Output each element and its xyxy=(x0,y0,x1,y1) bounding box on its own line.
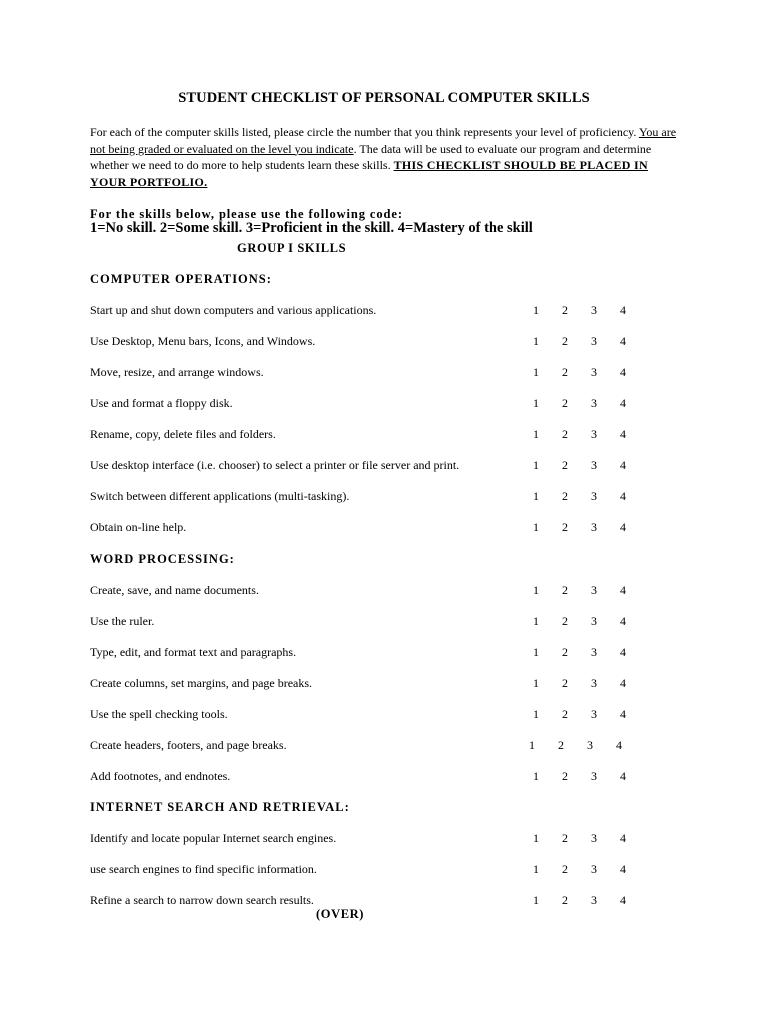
rating-option-4[interactable]: 4 xyxy=(620,831,626,845)
rating-option-3[interactable]: 3 xyxy=(591,676,597,690)
rating-option-4[interactable]: 4 xyxy=(620,396,626,410)
skill-label: Switch between different applications (multi-tasking). xyxy=(90,489,350,503)
rating-option-3[interactable]: 3 xyxy=(591,645,597,659)
rating-option-1[interactable]: 1 xyxy=(533,334,539,348)
skill-label: Use the ruler. xyxy=(90,614,155,628)
rating-option-2[interactable]: 2 xyxy=(562,458,568,472)
rating-option-2[interactable]: 2 xyxy=(558,738,564,752)
skill-label: Create columns, set margins, and page breaks. xyxy=(90,676,313,690)
skill-label: Obtain on-line help. xyxy=(90,520,187,534)
rating-option-4[interactable]: 4 xyxy=(620,458,626,472)
rating-option-4[interactable]: 4 xyxy=(620,707,626,721)
rating-option-1[interactable]: 1 xyxy=(533,396,539,410)
rating-option-2[interactable]: 2 xyxy=(562,769,568,783)
rating-option-1[interactable]: 1 xyxy=(533,303,539,317)
code-intro: For the skills below, please use the following code: xyxy=(90,207,403,221)
rating-option-2[interactable]: 2 xyxy=(562,427,568,441)
section-heading: COMPUTER OPERATIONS: xyxy=(90,272,272,286)
skill-label: Use and format a floppy disk. xyxy=(90,396,233,410)
rating-option-1[interactable]: 1 xyxy=(529,738,535,752)
rating-option-1[interactable]: 1 xyxy=(533,583,539,597)
skill-label: Move, resize, and arrange windows. xyxy=(90,365,264,379)
page-title: STUDENT CHECKLIST OF PERSONAL COMPUTER SKILLS xyxy=(178,90,590,106)
rating-option-1[interactable]: 1 xyxy=(533,365,539,379)
skill-label: Create, save, and name documents. xyxy=(90,583,259,597)
rating-option-4[interactable]: 4 xyxy=(620,520,626,534)
rating-option-1[interactable]: 1 xyxy=(533,769,539,783)
rating-option-3[interactable]: 3 xyxy=(591,334,597,348)
rating-option-3[interactable]: 3 xyxy=(591,427,597,441)
rating-option-1[interactable]: 1 xyxy=(533,707,539,721)
rating-option-2[interactable]: 2 xyxy=(562,676,568,690)
rating-option-3[interactable]: 3 xyxy=(587,738,593,752)
rating-option-1[interactable]: 1 xyxy=(533,893,539,907)
section-heading: INTERNET SEARCH AND RETRIEVAL: xyxy=(90,800,350,814)
rating-option-3[interactable]: 3 xyxy=(591,583,597,597)
rating-option-2[interactable]: 2 xyxy=(562,707,568,721)
rating-option-4[interactable]: 4 xyxy=(620,862,626,876)
skill-label: Rename, copy, delete files and folders. xyxy=(90,427,276,441)
rating-option-1[interactable]: 1 xyxy=(533,645,539,659)
rating-scale xyxy=(533,396,643,411)
rating-option-2[interactable]: 2 xyxy=(562,893,568,907)
rating-option-2[interactable]: 2 xyxy=(562,396,568,410)
rating-option-3[interactable]: 3 xyxy=(591,303,597,317)
instructions-text: For each of the computer skills listed, please circle the number that you think represents your level of proficiency. xyxy=(90,125,637,139)
rating-option-3[interactable]: 3 xyxy=(591,707,597,721)
rating-option-2[interactable]: 2 xyxy=(562,303,568,317)
rating-option-2[interactable]: 2 xyxy=(562,520,568,534)
rating-scale xyxy=(533,303,643,318)
skill-label: Identify and locate popular Internet search engines. xyxy=(90,831,337,845)
section-heading: WORD PROCESSING: xyxy=(90,552,235,566)
rating-option-4[interactable]: 4 xyxy=(620,614,626,628)
skill-label: use search engines to find specific information. xyxy=(90,862,317,876)
rating-option-2[interactable]: 2 xyxy=(562,489,568,503)
skill-label: Create headers, footers, and page breaks. xyxy=(90,738,287,752)
rating-option-1[interactable]: 1 xyxy=(533,489,539,503)
skill-label: Add footnotes, and endnotes. xyxy=(90,769,231,783)
group-title: GROUP I SKILLS xyxy=(237,241,347,255)
rating-scale xyxy=(533,334,643,349)
rating-option-3[interactable]: 3 xyxy=(591,365,597,379)
rating-option-3[interactable]: 3 xyxy=(591,831,597,845)
rating-scale xyxy=(533,769,643,784)
rating-option-2[interactable]: 2 xyxy=(562,831,568,845)
skill-label: Use the spell checking tools. xyxy=(90,707,228,721)
rating-scale xyxy=(533,520,643,535)
rating-option-4[interactable]: 4 xyxy=(620,334,626,348)
rating-option-3[interactable]: 3 xyxy=(591,520,597,534)
over-note: (OVER) xyxy=(316,907,365,921)
rating-option-3[interactable]: 3 xyxy=(591,862,597,876)
rating-option-2[interactable]: 2 xyxy=(562,365,568,379)
rating-option-1[interactable]: 1 xyxy=(533,614,539,628)
rating-option-1[interactable]: 1 xyxy=(533,520,539,534)
rating-scale xyxy=(533,645,643,660)
not-graded-note: You are not being graded or evaluated on the level you indicate xyxy=(90,125,677,156)
skill-label: Use Desktop, Menu bars, Icons, and Windows. xyxy=(90,334,316,348)
rating-option-4[interactable]: 4 xyxy=(620,583,626,597)
rating-scale xyxy=(533,489,643,504)
rating-scale xyxy=(533,707,643,722)
rating-scale xyxy=(533,365,643,380)
rating-scale xyxy=(533,458,643,473)
rating-option-2[interactable]: 2 xyxy=(562,862,568,876)
rating-option-1[interactable]: 1 xyxy=(533,676,539,690)
rating-option-4[interactable]: 4 xyxy=(620,303,626,317)
rating-scale xyxy=(533,893,643,908)
portfolio-note: THIS CHECKLIST SHOULD BE PLACED IN YOUR PORTFOLIO. xyxy=(90,158,648,189)
rating-scale xyxy=(529,738,639,753)
rating-option-1[interactable]: 1 xyxy=(533,831,539,845)
rating-scale xyxy=(533,427,643,442)
rating-scale xyxy=(533,862,643,877)
rating-option-4[interactable]: 4 xyxy=(620,489,626,503)
rating-scale xyxy=(533,614,643,629)
rating-code-legend: 1=No skill. 2=Some skill. 3=Proficient in the skill. 4=Mastery of the skill xyxy=(90,220,533,236)
rating-option-2[interactable]: 2 xyxy=(562,645,568,659)
rating-option-2[interactable]: 2 xyxy=(562,614,568,628)
skill-label: Type, edit, and format text and paragraphs. xyxy=(90,645,297,659)
rating-option-3[interactable]: 3 xyxy=(591,893,597,907)
rating-option-1[interactable]: 1 xyxy=(533,427,539,441)
rating-scale xyxy=(533,676,643,691)
rating-option-3[interactable]: 3 xyxy=(591,614,597,628)
rating-option-4[interactable]: 4 xyxy=(620,365,626,379)
rating-scale xyxy=(533,583,643,598)
rating-option-2[interactable]: 2 xyxy=(562,583,568,597)
skill-label: Start up and shut down computers and various applications. xyxy=(90,303,377,317)
data-usage-text: . The data will be used to evaluate our program and determine whether we need to do more to help students learn these skills. xyxy=(90,141,652,172)
rating-scale xyxy=(533,831,643,846)
rating-option-4[interactable]: 4 xyxy=(616,738,622,752)
rating-option-4[interactable]: 4 xyxy=(620,427,626,441)
rating-option-4[interactable]: 4 xyxy=(620,676,626,690)
rating-option-3[interactable]: 3 xyxy=(591,489,597,503)
rating-option-3[interactable]: 3 xyxy=(591,396,597,410)
skill-label: Refine a search to narrow down search results. xyxy=(90,893,314,907)
rating-option-1[interactable]: 1 xyxy=(533,862,539,876)
instructions-paragraph xyxy=(90,124,680,190)
rating-option-4[interactable]: 4 xyxy=(620,769,626,783)
skill-label: Use desktop interface (i.e. chooser) to select a printer or file server and print. xyxy=(90,458,460,472)
rating-option-4[interactable]: 4 xyxy=(620,893,626,907)
rating-option-4[interactable]: 4 xyxy=(620,645,626,659)
rating-option-1[interactable]: 1 xyxy=(533,458,539,472)
rating-option-2[interactable]: 2 xyxy=(562,334,568,348)
rating-option-3[interactable]: 3 xyxy=(591,458,597,472)
rating-option-3[interactable]: 3 xyxy=(591,769,597,783)
